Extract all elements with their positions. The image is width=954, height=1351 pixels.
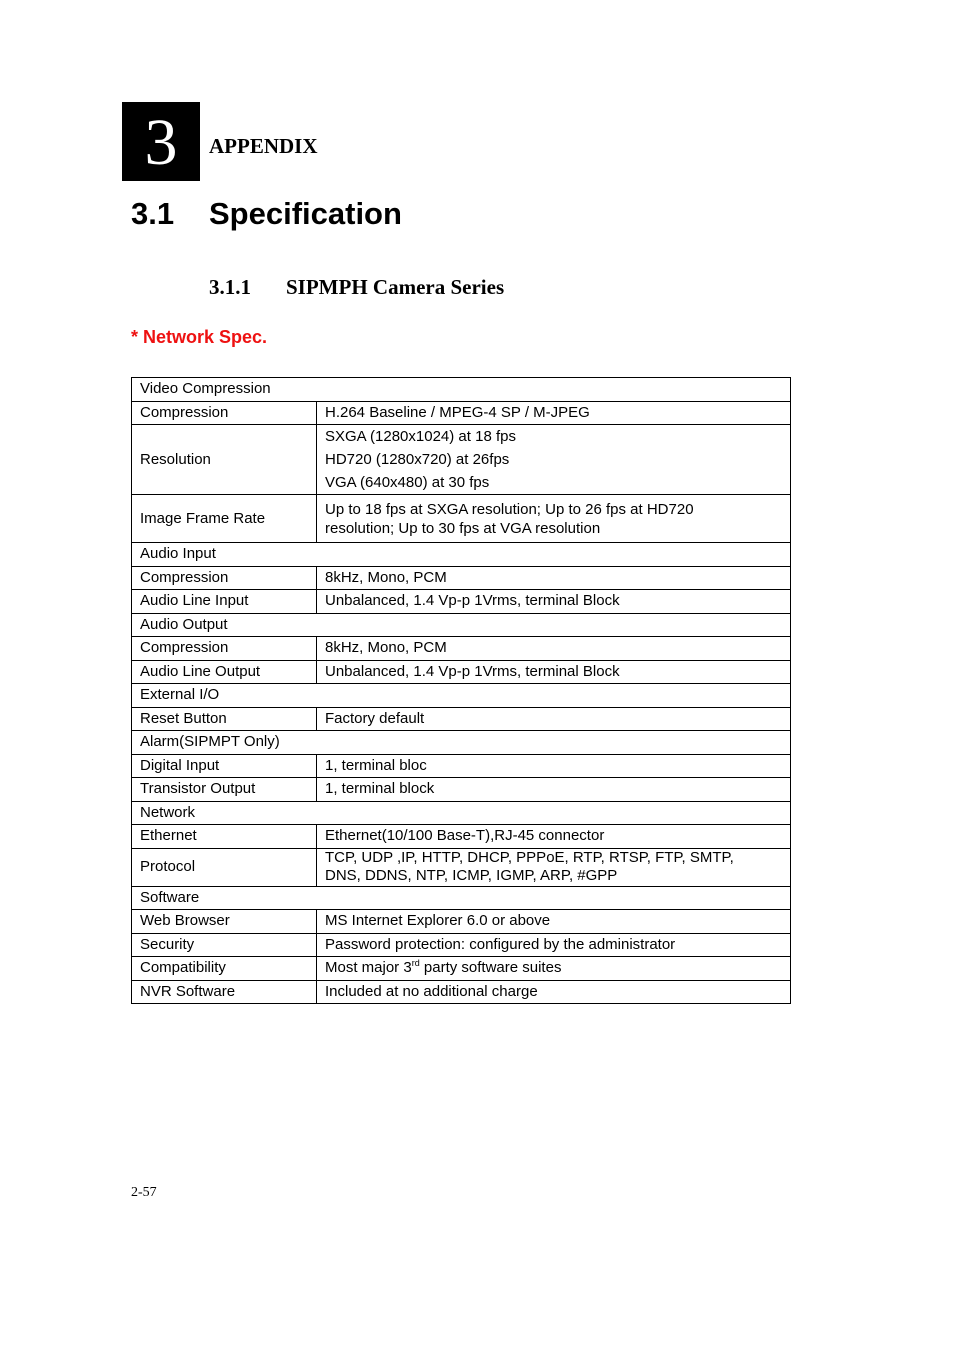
chapter-title: APPENDIX [209, 134, 318, 158]
row-label: Web Browser [132, 910, 317, 934]
row-value: Ethernet(10/100 Base-T),RJ-45 connector [317, 825, 791, 849]
table-row [132, 637, 791, 661]
network-spec-label: * Network Spec. [131, 327, 268, 347]
row-label: Transistor Output [132, 778, 317, 802]
table-row [132, 957, 791, 981]
row-label: NVR Software [132, 980, 317, 1004]
group-header: Alarm(SIPMPT Only) [132, 731, 791, 755]
row-label: Audio Line Input [132, 590, 317, 614]
table-group-row [132, 613, 791, 637]
group-header: Audio Input [132, 543, 791, 567]
row-label: Digital Input [132, 754, 317, 778]
row-value: Factory default [317, 707, 791, 731]
table-row [132, 495, 791, 543]
row-value: Unbalanced, 1.4 Vp-p 1Vrms, terminal Block [317, 660, 791, 684]
subsection-heading [209, 275, 504, 300]
value-text: Most major 3 [325, 959, 412, 977]
table-row [132, 848, 791, 886]
table-row [132, 910, 791, 934]
resolution-line: HD720 (1280x720) at 26fps [325, 451, 510, 468]
chapter-number-box [122, 102, 200, 181]
row-label: Compatibility [132, 957, 317, 981]
group-header: External I/O [132, 684, 791, 708]
row-value: H.264 Baseline / MPEG-4 SP / M-JPEG [317, 401, 791, 425]
resolution-line: VGA (640x480) at 30 fps [325, 474, 490, 491]
value-line: resolution; Up to 30 fps at VGA resolution [325, 519, 601, 537]
spec-table [131, 377, 791, 1004]
ordinal-suffix: rd [411, 958, 420, 969]
table-group-row [132, 801, 791, 825]
table-row [132, 825, 791, 849]
row-value: Unbalanced, 1.4 Vp-p 1Vrms, terminal Block [317, 590, 791, 614]
row-value: 1, terminal bloc [317, 754, 791, 778]
table-group-row [132, 731, 791, 755]
value-text: party software suites [419, 959, 562, 977]
table-group-row [132, 543, 791, 567]
table-group-row [132, 378, 791, 402]
row-value [317, 848, 791, 886]
row-value [317, 495, 791, 543]
group-header: Network [132, 801, 791, 825]
table-row [132, 778, 791, 802]
group-header: Software [132, 886, 791, 910]
row-value: Password protection: configured by the administrator [317, 933, 791, 957]
row-value: Included at no additional charge [317, 980, 791, 1004]
table-row [132, 933, 791, 957]
row-label: Audio Line Output [132, 660, 317, 684]
row-label: Image Frame Rate [132, 495, 317, 543]
row-label: Compression [132, 401, 317, 425]
subsection-title: SIPMPH Camera Series [286, 275, 505, 299]
group-header: Video Compression [132, 378, 791, 402]
section-number: 3.1 [131, 196, 175, 231]
subsection-number: 3.1.1 [209, 275, 251, 299]
table-group-row [132, 684, 791, 708]
table-group-row [132, 886, 791, 910]
table-row [132, 425, 791, 495]
row-value: 1, terminal block [317, 778, 791, 802]
table-row [132, 401, 791, 425]
table-row [132, 590, 791, 614]
row-label: Resolution [132, 425, 317, 495]
value-line: DNS, DDNS, NTP, ICMP, IGMP, ARP, #GPP [325, 867, 618, 884]
row-label: Reset Button [132, 707, 317, 731]
section-title: Specification [209, 196, 402, 231]
row-label: Compression [132, 566, 317, 590]
section-heading [131, 196, 402, 232]
table-row [132, 566, 791, 590]
chapter-number: 3 [144, 105, 178, 179]
page-number: 2-57 [131, 1185, 157, 1200]
row-value: 8kHz, Mono, PCM [317, 566, 791, 590]
row-value: 8kHz, Mono, PCM [317, 637, 791, 661]
table-row [132, 980, 791, 1004]
table-row [132, 707, 791, 731]
row-label: Protocol [132, 848, 317, 886]
value-line: TCP, UDP ,IP, HTTP, DHCP, PPPoE, RTP, RTSP, FTP, SMTP, [325, 849, 734, 866]
value-line: Up to 18 fps at SXGA resolution; Up to 26 fps at HD720 [325, 500, 694, 518]
row-label: Ethernet [132, 825, 317, 849]
resolution-line: SXGA (1280x1024) at 18 fps [325, 428, 516, 445]
table-row [132, 754, 791, 778]
row-value: MS Internet Explorer 6.0 or above [317, 910, 791, 934]
row-label: Security [132, 933, 317, 957]
group-header: Audio Output [132, 613, 791, 637]
table-row [132, 660, 791, 684]
row-value [317, 957, 791, 981]
row-label: Compression [132, 637, 317, 661]
row-value [317, 425, 791, 495]
